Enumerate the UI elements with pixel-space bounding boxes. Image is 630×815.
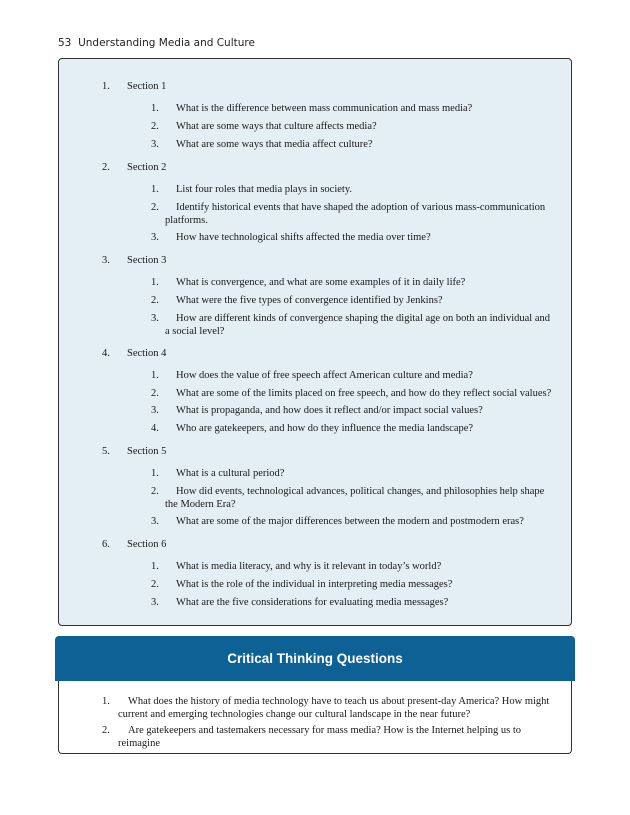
section-title: Section 2 (127, 162, 167, 173)
section-title: Section 5 (127, 446, 167, 457)
question-text: What is the difference between mass communication and mass media? (176, 103, 473, 114)
section-number: 1. (102, 81, 110, 92)
question-number: 1. (151, 184, 159, 195)
question-text: What are some ways that media affect culture? (176, 139, 373, 150)
critical-thinking-heading: Critical Thinking Questions (55, 636, 575, 681)
section-number: 5. (102, 446, 110, 457)
question-number: 1. (151, 277, 159, 288)
question-number: 1. (151, 561, 159, 572)
question-text: List four roles that media plays in society. (176, 184, 353, 195)
question-text: What is propaganda, and how does it reflect and/or impact social values? (176, 405, 483, 416)
question-text: What is a cultural period? (176, 468, 285, 479)
question-number: 3. (151, 405, 159, 416)
question-text: Are gatekeepers and tastemakers necessary for mass media? How is the Internet helping us to reimagine (118, 725, 522, 749)
question-number: 1. (151, 370, 159, 381)
question-text: What are some of the major differences between the modern and postmodern eras? (176, 516, 524, 527)
question-text: What are some of the limits placed on free speech, and how do they reflect social values? (176, 388, 552, 399)
question-text: What were the five types of convergence identified by Jenkins? (176, 295, 443, 306)
question-text: What are the five considerations for evaluating media messages? (176, 597, 449, 608)
question-number: 1. (151, 103, 159, 114)
section-title: Section 6 (127, 539, 167, 550)
question-text: What is the role of the individual in interpreting media messages? (176, 579, 453, 590)
question-text: Identify historical events that have shaped the adoption of various mass-communication platforms. (165, 202, 546, 226)
question-number: 2. (151, 486, 159, 497)
question-number: 1. (102, 696, 110, 707)
section-title: Section 3 (127, 255, 167, 266)
question-number: 2. (151, 295, 159, 306)
section-number: 2. (102, 162, 110, 173)
question-number: 2. (151, 202, 159, 213)
question-number: 1. (151, 468, 159, 479)
question-number: 3. (151, 232, 159, 243)
question-text: What is media literacy, and why is it relevant in today’s world? (176, 561, 442, 572)
question-number: 3. (151, 516, 159, 527)
question-number: 3. (151, 597, 159, 608)
section-number: 4. (102, 348, 110, 359)
question-number: 4. (151, 423, 159, 434)
question-text: What does the history of media technology have to teach us about present-day America? How might current and emerging technologies change our cultural landscape in the near future? (118, 696, 550, 720)
question-number: 2. (151, 579, 159, 590)
section-title: Section 4 (127, 348, 167, 359)
question-text: How are different kinds of convergence shaping the digital age on both an individual and a social level? (165, 313, 551, 337)
critical-thinking-box (58, 681, 572, 754)
question-number: 2. (151, 121, 159, 132)
question-number: 3. (151, 139, 159, 150)
question-text: How does the value of free speech affect American culture and media? (176, 370, 473, 381)
question-text: What are some ways that culture affects media? (176, 121, 377, 132)
section-title: Section 1 (127, 81, 167, 92)
question-number: 3. (151, 313, 159, 324)
question-text: Who are gatekeepers, and how do they influence the media landscape? (176, 423, 474, 434)
section-number: 6. (102, 539, 110, 550)
review-questions-box (58, 58, 572, 626)
question-text: How did events, technological advances, political changes, and philosophies help shape the Modern Era? (165, 486, 545, 510)
question-text: What is convergence, and what are some examples of it in daily life? (176, 277, 466, 288)
question-text: How have technological shifts affected the media over time? (176, 232, 431, 243)
page-number: 53 (58, 37, 72, 49)
book-title: Understanding Media and Culture (78, 37, 255, 49)
running-head (58, 37, 255, 49)
section-number: 3. (102, 255, 110, 266)
question-number: 2. (151, 388, 159, 399)
question-number: 2. (102, 725, 110, 736)
